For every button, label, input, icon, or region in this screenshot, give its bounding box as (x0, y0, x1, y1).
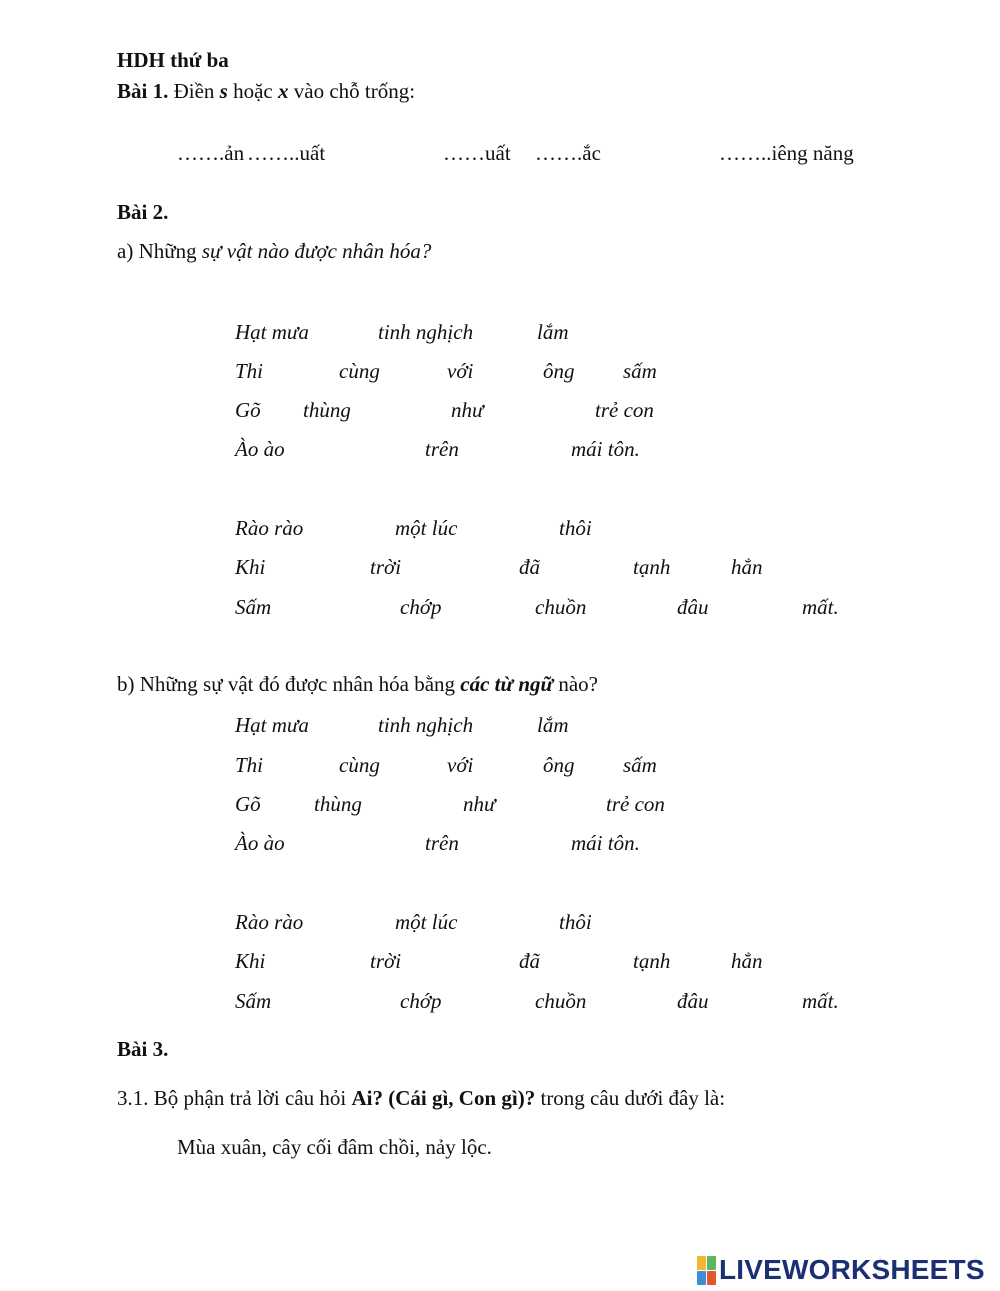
poem-word[interactable]: mái tôn. (571, 831, 640, 855)
poem-word[interactable]: Ào ào (235, 437, 285, 461)
exercise-2b-question (117, 674, 598, 695)
poem-word[interactable]: như (451, 398, 484, 422)
question-emphasis: Ai? (Cái gì, Con gì)? (351, 1086, 536, 1110)
exercise-1-label: Bài 1. (117, 79, 169, 103)
poem-word[interactable]: trời (370, 949, 402, 973)
poem-word[interactable]: trẻ con (595, 398, 654, 422)
poem-word[interactable]: Sấm (235, 595, 272, 619)
poem-word[interactable]: Hạt mưa (235, 320, 309, 344)
poem-word[interactable]: lắm (537, 320, 569, 344)
poem-word[interactable]: tạnh (633, 555, 671, 579)
poem-word[interactable]: chớp (400, 595, 442, 619)
poem-word[interactable]: cùng (339, 753, 380, 777)
poem-word[interactable]: mất. (802, 595, 839, 619)
poem-word[interactable]: Gõ (235, 398, 261, 422)
poem-word[interactable]: thôi (559, 910, 592, 934)
poem-word[interactable]: Rào rào (235, 516, 304, 540)
poem-word[interactable]: trẻ con (606, 792, 665, 816)
exercise-3-1-question (117, 1088, 725, 1109)
exercise-3-label: Bài 3. (117, 1037, 169, 1061)
poem-word[interactable]: chớp (400, 989, 442, 1013)
poem-word[interactable]: với (447, 359, 474, 383)
blank-5[interactable]: ……..iêng năng (719, 141, 854, 165)
poem-word[interactable]: đâu (677, 989, 709, 1013)
liveworksheets-logo (697, 1255, 985, 1285)
poem-word[interactable]: ông (543, 359, 575, 383)
question-text: a) Những (117, 239, 202, 263)
question-text: b) Những sự vật đó được nhân hóa bằng (117, 672, 461, 696)
blank-3[interactable]: ……uất (443, 141, 511, 165)
poem-word[interactable]: đã (519, 949, 540, 973)
poem-word[interactable]: đã (519, 555, 540, 579)
instruction-text: Điền (168, 79, 220, 103)
liveworksheets-logo-icon (697, 1256, 716, 1285)
poem-word[interactable]: với (447, 753, 474, 777)
poem-word[interactable]: một lúc (395, 910, 458, 934)
poem-word[interactable]: một lúc (395, 516, 458, 540)
blank-1[interactable]: …….ản (177, 141, 245, 165)
exercise-1-instruction (117, 81, 415, 102)
instruction-text: hoặc (227, 79, 279, 103)
question-text: sự vật nào được nhân hóa? (201, 239, 432, 263)
poem-word[interactable]: Thi (235, 753, 264, 777)
poem-word[interactable]: hẳn (731, 949, 763, 973)
poem-word[interactable]: Ào ào (235, 831, 285, 855)
logo-text: LIVEWORKSHEETS (719, 1254, 985, 1285)
poem-word[interactable]: mất. (802, 989, 839, 1013)
poem-word[interactable]: sấm (623, 753, 657, 777)
poem-word[interactable]: tinh nghịch (378, 713, 474, 737)
letter-x: x (278, 79, 289, 103)
poem-word[interactable]: tinh nghịch (378, 320, 474, 344)
poem-word[interactable]: Sấm (235, 989, 272, 1013)
poem-word[interactable]: tạnh (633, 949, 671, 973)
poem-word[interactable]: thùng (314, 792, 362, 816)
poem-word[interactable]: lắm (537, 713, 569, 737)
exercise-2a-question (117, 241, 431, 262)
instruction-text: vào chỗ trống: (288, 79, 416, 103)
exercise-2-label: Bài 2. (117, 200, 169, 224)
poem-word[interactable]: trên (425, 831, 459, 855)
poem-word[interactable]: Hạt mưa (235, 713, 309, 737)
blank-2[interactable]: ……..uất (247, 141, 326, 165)
poem-word[interactable]: thùng (303, 398, 351, 422)
exercise-3-sentence: Mùa xuân, cây cối đâm chồi, nảy lộc. (177, 1135, 492, 1159)
poem-word[interactable]: Khi (235, 555, 266, 579)
poem-word[interactable]: đâu (677, 595, 709, 619)
question-text: trong câu dưới đây là: (535, 1086, 726, 1110)
worksheet-title: HDH thứ ba (117, 48, 229, 72)
poem-word[interactable]: trên (425, 437, 459, 461)
poem-word[interactable]: chuồn (535, 989, 587, 1013)
poem-word[interactable]: như (463, 792, 496, 816)
poem-word[interactable]: chuồn (535, 595, 587, 619)
poem-word[interactable]: hẳn (731, 555, 763, 579)
poem-word[interactable]: thôi (559, 516, 592, 540)
poem-word[interactable]: sấm (623, 359, 657, 383)
poem-word[interactable]: trời (370, 555, 402, 579)
poem-word[interactable]: Gõ (235, 792, 261, 816)
poem-word[interactable]: Rào rào (235, 910, 304, 934)
letter-s: s (219, 79, 228, 103)
question-text: 3.1. Bộ phận trả lời câu hỏi (117, 1086, 352, 1110)
blank-4[interactable]: …….ắc (535, 141, 601, 165)
poem-word[interactable]: Thi (235, 359, 264, 383)
question-emphasis: các từ ngữ (460, 672, 554, 696)
question-text: nào? (553, 672, 599, 696)
poem-word[interactable]: mái tôn. (571, 437, 640, 461)
poem-word[interactable]: cùng (339, 359, 380, 383)
poem-word[interactable]: ông (543, 753, 575, 777)
poem-word[interactable]: Khi (235, 949, 266, 973)
